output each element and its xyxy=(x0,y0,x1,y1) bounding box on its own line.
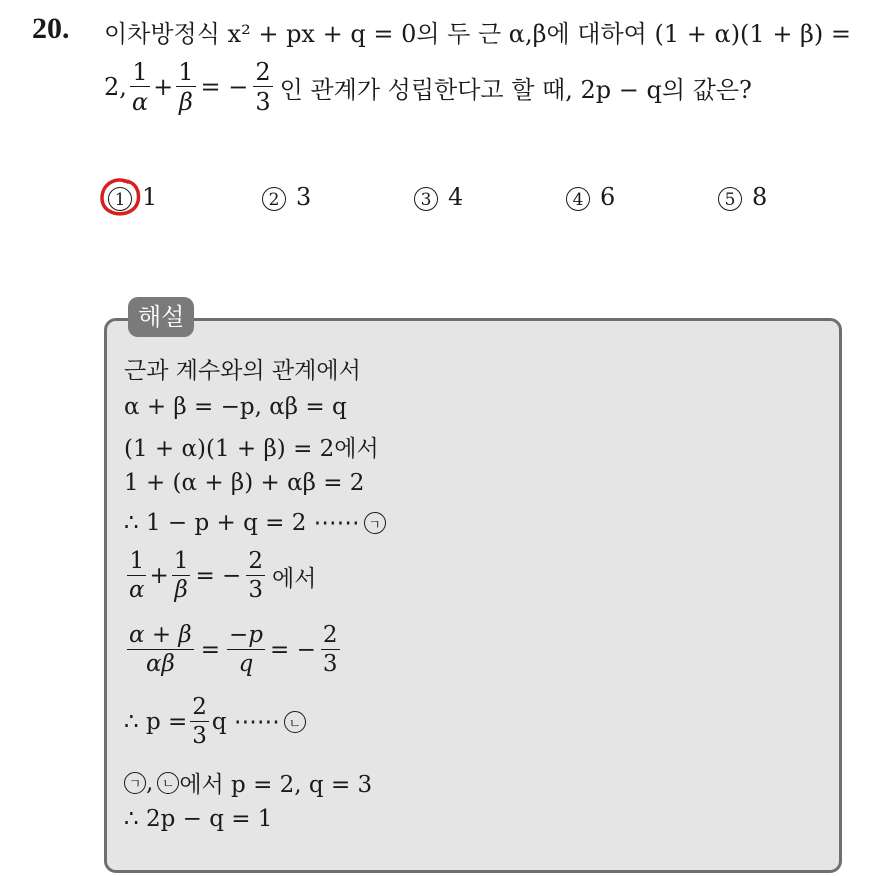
choice-5[interactable] xyxy=(718,183,767,211)
s6-suffix: 에서 xyxy=(271,565,317,592)
choice-2-mark: 2 xyxy=(262,187,286,211)
solution-line-8 xyxy=(124,696,306,748)
solution-line-2: α + β = −p, αβ = q xyxy=(124,394,347,420)
q-eq: = − xyxy=(200,73,249,101)
s6-frac-2-3: $\frac{2}{3}$ xyxy=(248,548,263,603)
s8-suffix: q ⋯⋯ xyxy=(211,709,280,735)
solution-line-5-text: ∴ 1 − p + q = 2 ⋯⋯ xyxy=(124,510,360,536)
solution-line-7 xyxy=(124,624,343,676)
choice-3[interactable] xyxy=(414,183,463,211)
q-frac-1-alpha: $\frac{1}{\alpha}$ xyxy=(131,58,149,116)
s9-sep: , xyxy=(146,769,154,796)
s7-frac-2-3: $\frac{2}{3}$ xyxy=(322,622,338,677)
s7-frac-negp-q: $\frac{-p}{q}$ xyxy=(229,622,264,677)
solution-line-4: 1 + (α + β) + αβ = 2 xyxy=(124,470,365,496)
choice-2[interactable] xyxy=(262,183,311,211)
choice-4-value: 6 xyxy=(600,183,616,211)
solution-line-9 xyxy=(124,766,372,799)
s6-eq: = − xyxy=(195,563,242,589)
q-prefix: 2, xyxy=(104,73,127,101)
s7-eq2: = − xyxy=(270,637,316,663)
choice-3-mark: 3 xyxy=(414,187,438,211)
solution-line-5 xyxy=(124,510,386,536)
solution-tab: 해설 xyxy=(128,297,194,337)
choice-3-value: 4 xyxy=(448,183,464,211)
question-text-line2 xyxy=(104,60,752,114)
question-text-line1: 이차방정식 x² + px + q = 0의 두 근 α,β에 대하여 (1 + α)(1 + β) = xyxy=(104,20,852,48)
choice-5-mark: 5 xyxy=(718,187,742,211)
choice-4[interactable] xyxy=(566,183,615,211)
q-suffix: 인 관계가 성립한다고 할 때, 2p − q의 값은? xyxy=(279,75,752,104)
choice-1-value: 1 xyxy=(142,183,158,211)
choice-1-mark: 1 xyxy=(108,187,132,211)
solution-line-6 xyxy=(124,550,316,602)
choice-2-value: 3 xyxy=(296,183,312,211)
s9-text: 에서 p = 2, q = 3 xyxy=(179,772,373,798)
choice-1[interactable] xyxy=(108,183,157,211)
circled-giyeok-mark: ㄱ xyxy=(364,512,386,534)
choice-4-mark: 4 xyxy=(566,187,590,211)
circled-nieun-mark: ㄴ xyxy=(284,711,306,733)
solution-line-1: 근과 계수와의 관계에서 xyxy=(124,358,361,384)
circled-nieun-ref: ㄴ xyxy=(157,772,179,794)
q-frac-1-beta: $\frac{1}{\beta}$ xyxy=(178,58,194,116)
q-frac-2-3: $\frac{2}{3}$ xyxy=(255,58,271,116)
choice-5-value: 8 xyxy=(752,183,768,211)
s7-frac-sum-prod: $\frac{\alpha + \beta}{\alpha\beta}$ xyxy=(129,622,192,677)
s7-eq1: = xyxy=(200,637,221,663)
s6-frac-1-alpha: $\frac{1}{\alpha}$ xyxy=(129,548,145,603)
circled-giyeok-ref: ㄱ xyxy=(124,772,146,794)
s8-frac-2-3: $\frac{2}{3}$ xyxy=(192,694,207,749)
solution-line-3: (1 + α)(1 + β) = 2에서 xyxy=(124,436,379,462)
s8-prefix: ∴ p = xyxy=(124,709,188,735)
q-plus: + xyxy=(153,73,174,101)
s6-frac-1-beta: $\frac{1}{\beta}$ xyxy=(173,548,189,603)
question-number: 20. xyxy=(32,12,70,45)
solution-line-10: ∴ 2p − q = 1 xyxy=(124,806,273,832)
s6-plus: + xyxy=(149,563,169,589)
